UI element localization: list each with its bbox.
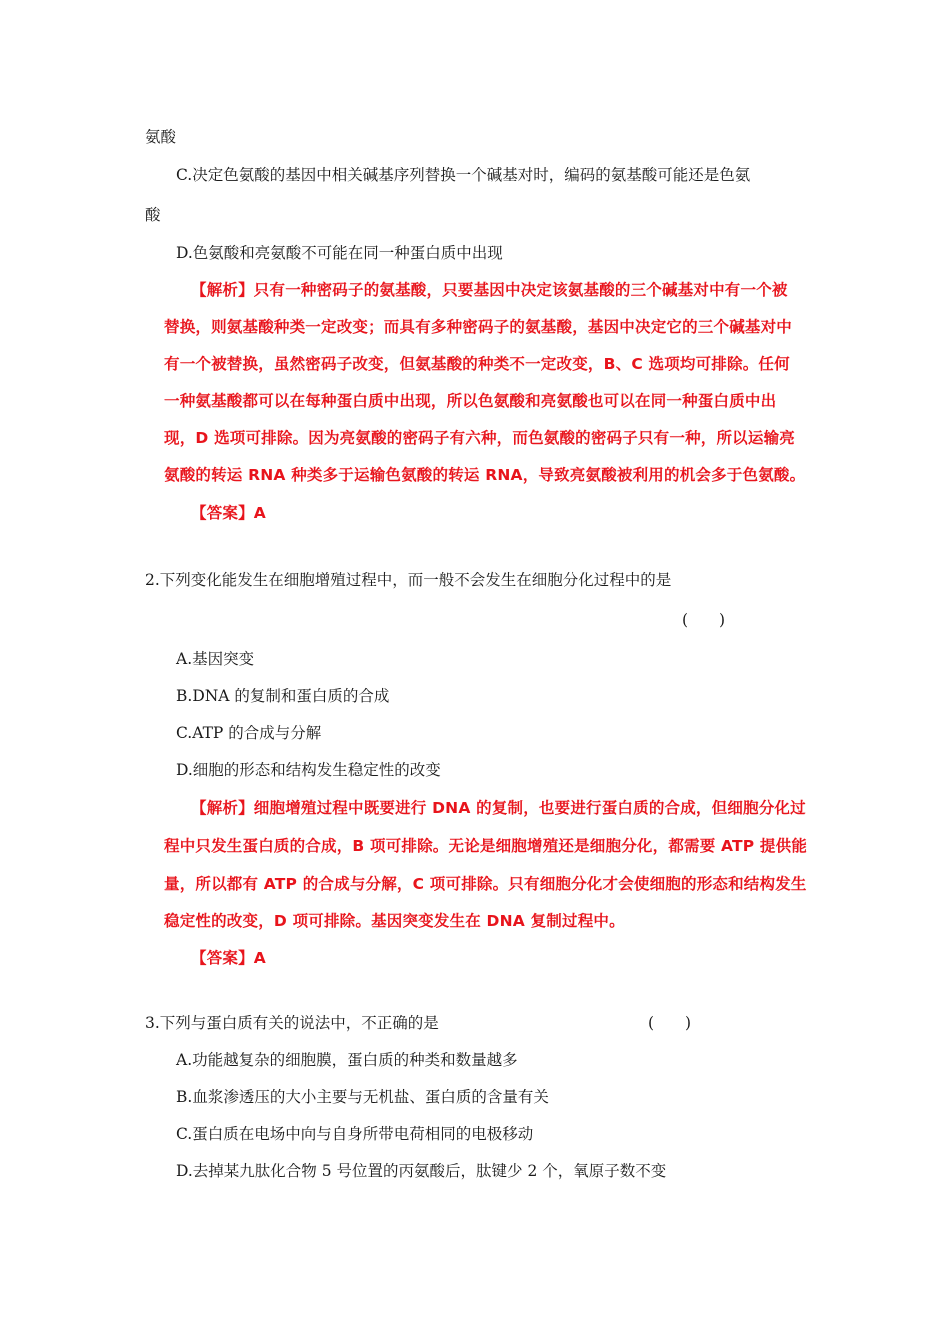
q3-stem: 3.下列与蛋白质有关的说法中，不正确的是 [145, 1014, 439, 1032]
q2-option-b: B.DNA 的复制和蛋白质的合成 [176, 687, 390, 705]
q1-option-b-continuation: 氨酸 [145, 128, 177, 146]
q2-stem: 2.下列变化能发生在细胞增殖过程中，而一般不会发生在细胞分化过程中的是 [145, 571, 672, 589]
q3-option-a: A.功能越复杂的细胞膜，蛋白质的种类和数量越多 [176, 1051, 518, 1069]
q1-analysis-line: 一种氨基酸都可以在每种蛋白质中出现，所以色氨酸和亮氨酸也可以在同一种蛋白质中出 [164, 392, 777, 410]
q1-option-c-line2: 酸 [145, 206, 161, 224]
q2-analysis-line: 量，所以都有 ATP 的合成与分解，C 项可排除。只有细胞分化才会使细胞的形态和结构发生 [164, 875, 807, 893]
q3-option-b: B.血浆渗透压的大小主要与无机盐、蛋白质的含量有关 [176, 1088, 549, 1106]
q1-analysis-line: 【解析】只有一种密码子的氨基酸，只要基因中决定该氨基酸的三个碱基对中有一个被 [191, 281, 788, 299]
q2-option-d: D.细胞的形态和结构发生稳定性的改变 [176, 761, 441, 779]
q3-option-d: D.去掉某九肽化合物 5 号位置的丙氨酸后，肽键少 2 个，氧原子数不变 [176, 1162, 667, 1180]
q3-answer-bracket: ( ) [648, 1014, 692, 1032]
q2-option-a: A.基因突变 [176, 650, 255, 668]
q1-option-d: D.色氨酸和亮氨酸不可能在同一种蛋白质中出现 [176, 244, 503, 262]
q2-option-c: C.ATP 的合成与分解 [176, 724, 322, 742]
q2-analysis-line: 稳定性的改变，D 项可排除。基因突变发生在 DNA 复制过程中。 [164, 912, 625, 930]
q1-analysis-line: 替换，则氨基酸种类一定改变；而具有多种密码子的氨基酸，基因中决定它的三个碱基对中 [164, 318, 793, 336]
q2-answer-bracket: ( ) [682, 611, 726, 629]
q3-option-c: C.蛋白质在电场中向与自身所带电荷相同的电极移动 [176, 1125, 534, 1143]
q2-analysis-line: 程中只发生蛋白质的合成，B 项可排除。无论是细胞增殖还是细胞分化，都需要 ATP 提供能 [164, 837, 808, 855]
q1-analysis-line: 有一个被替换，虽然密码子改变，但氨基酸的种类不一定改变，B、C 选项均可排除。任何 [164, 355, 790, 373]
q2-analysis-line: 【解析】细胞增殖过程中既要进行 DNA 的复制，也要进行蛋白质的合成，但细胞分化过 [191, 799, 806, 817]
q1-analysis-line: 现，D 选项可排除。因为亮氨酸的密码子有六种，而色氨酸的密码子只有一种，所以运输亮 [164, 429, 795, 447]
q1-option-c-line1: C.决定色氨酸的基因中相关碱基序列替换一个碱基对时，编码的氨基酸可能还是色氨 [176, 166, 751, 184]
q2-answer: 【答案】A [191, 949, 266, 967]
q1-analysis-line: 氨酸的转运 RNA 种类多于运输色氨酸的转运 RNA，导致亮氨酸被利用的机会多于色氨酸。 [164, 466, 806, 484]
q1-answer: 【答案】A [191, 504, 266, 522]
